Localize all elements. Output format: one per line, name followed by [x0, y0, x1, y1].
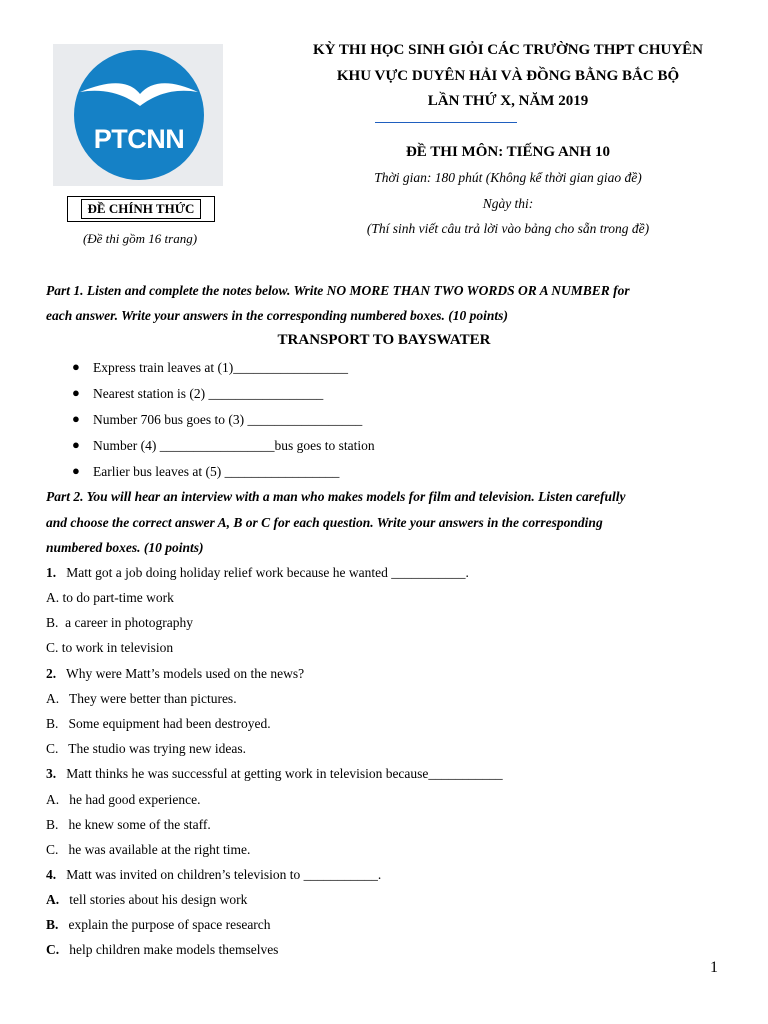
option: B. explain the purpose of space research	[46, 917, 271, 932]
bullet-icon: ●	[72, 411, 80, 426]
logo-text: PTCNN	[93, 124, 185, 154]
part2-instruction-1: Part 2. You will hear an interview with a man who makes models for film and television. Listen carefully	[46, 489, 626, 504]
part1-title: TRANSPORT TO BAYSWATER	[277, 332, 491, 348]
header-line-1: KỲ THI HỌC SINH GIỎI CÁC TRƯỜNG THPT CHUYÊN	[312, 42, 704, 58]
part1-instruction-2: each answer. Write your answers in the corresponding numbered boxes. (10 points)	[46, 308, 508, 323]
bullet-icon: ●	[72, 463, 80, 478]
bullet-icon: ●	[72, 437, 80, 452]
option: C. to work in television	[46, 640, 174, 655]
header-rule	[375, 122, 517, 123]
exam-date: Ngày thi:	[482, 196, 534, 211]
bird-icon	[74, 50, 204, 130]
subject-title: ĐỀ THI MÔN: TIẾNG ANH 10	[405, 144, 611, 160]
option: A. They were better than pictures.	[46, 691, 237, 706]
exam-time: Thời gian: 180 phút (Không kể thời gian giao đề)	[374, 170, 642, 185]
option: B. a career in photography	[46, 615, 193, 630]
option: C. help children make models themselves	[46, 942, 279, 957]
option: B. Some equipment had been destroyed.	[46, 716, 271, 731]
option: C. he was available at the right time.	[46, 842, 251, 857]
question-4: 4. Matt was invited on children’s television to ___________.	[46, 867, 382, 882]
official-stamp	[67, 196, 215, 222]
part2-instruction-2: and choose the correct answer A, B or C for each question. Write your answers in the corresponding	[46, 515, 603, 530]
exam-instruction: (Thí sinh viết câu trả lời vào bảng cho sẵn trong đề)	[366, 221, 650, 236]
option: B. he knew some of the staff.	[46, 817, 211, 832]
header-line-2: KHU VỰC DUYÊN HẢI VÀ ĐỒNG BẰNG BẮC BỘ	[336, 68, 680, 84]
option: A. tell stories about his design work	[46, 892, 248, 907]
pages-note: (Đề thi gồm 16 trang)	[82, 231, 198, 246]
page-number: 1	[710, 959, 718, 976]
option: C. The studio was trying new ideas.	[46, 741, 246, 756]
logo-panel	[53, 44, 223, 186]
question-3: 3. Matt thinks he was successful at getting work in television because___________	[46, 766, 503, 781]
question-1: 1. Matt got a job doing holiday relief work because he wanted ___________.	[46, 565, 469, 580]
option: A. to do part-time work	[46, 590, 174, 605]
option: A. he had good experience.	[46, 792, 201, 807]
logo	[74, 50, 204, 180]
question-2: 2. Why were Matt’s models used on the news?	[46, 666, 305, 681]
bullet-icon: ●	[72, 359, 80, 374]
part1-instruction-1: Part 1. Listen and complete the notes below. Write NO MORE THAN TWO WORDS OR A NUMBER for	[46, 283, 630, 298]
header-line-3: LẦN THỨ X, NĂM 2019	[427, 93, 589, 109]
bullet-icon: ●	[72, 385, 80, 400]
part2-instruction-3: numbered boxes. (10 points)	[46, 540, 204, 555]
official-label: ĐỀ CHÍNH THỨC	[81, 199, 202, 219]
